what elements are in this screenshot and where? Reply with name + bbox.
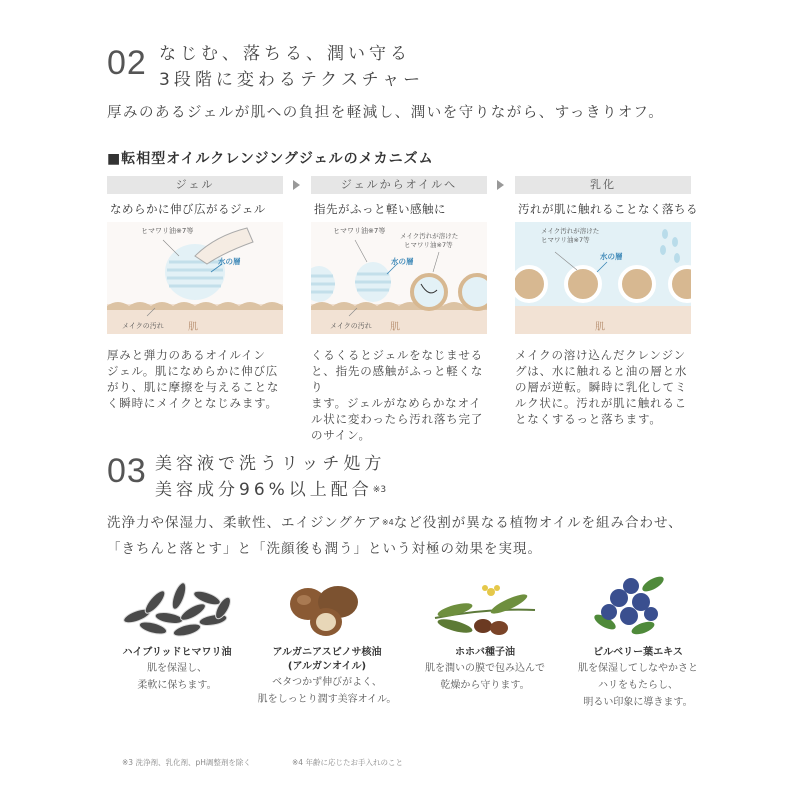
emulsion-drop-icon [670, 267, 691, 301]
footnote-ref: ※4 [381, 518, 394, 527]
description-line: グは、水に触れると油の層と水 [515, 364, 688, 378]
description-line: ます。ジェルがなめらかなオイ [311, 396, 482, 410]
annotation-sunflower-oil: ヒマワリ油※7等 [333, 227, 386, 235]
argan-nut-icon [280, 578, 370, 642]
skin-label: 肌 [188, 322, 198, 333]
ingredient-desc: ベタつかず伸びがよく、 [272, 677, 382, 688]
lead-text: 洗浄力や保湿力、柔軟性、エイジングケア [107, 515, 382, 531]
description-line: の層が逆転。瞬時に乳化してミ [515, 380, 688, 394]
description-line: メイクの溶け込んだクレンジン [515, 348, 686, 362]
annotation-sunflower-oil: ヒマワリ油※7等 [541, 236, 590, 244]
stage-description-2 [311, 347, 489, 443]
annotation-water-layer: 水の層 [600, 252, 623, 261]
section-title-line2: 3段階に変わるテクスチャー [159, 70, 425, 90]
section-number-03: 03 [107, 452, 147, 490]
ingredient-jojoba [410, 646, 560, 694]
ingredient-bilberry [563, 646, 713, 711]
description-line: と、指先の感触がふっと軽くなり [311, 364, 484, 394]
emulsion-drop-icon [620, 267, 654, 301]
ingredient-name: ハイブリッドヒマワリ油 [122, 647, 232, 658]
stage-bar-gel-to-oil: ジェルからオイルへ [311, 176, 487, 194]
annotation-water-layer: 水の層 [218, 257, 241, 266]
ingredient-desc: 柔軟に保ちます。 [137, 680, 217, 691]
skin-label: 肌 [390, 322, 400, 333]
description-line: くるくるとジェルをなじませる [311, 348, 483, 362]
ingredient-desc: ハリをもたらし、 [598, 680, 678, 691]
section-number-02: 02 [107, 44, 147, 82]
emulsion-drop-icon [566, 267, 600, 301]
ingredient-argan [252, 646, 402, 708]
annotation-water-layer: 水の層 [391, 257, 414, 266]
annotation-makeup-dissolved: メイク汚れが溶けた [541, 227, 600, 235]
ingredient-name: ビルベリー葉エキス [593, 647, 683, 658]
ingredient-desc: 明るい印象に導きます。 [583, 697, 693, 708]
sunflower-seeds-icon [117, 572, 237, 642]
stage-caption-3: 汚れが肌に触れることなく落ちる [518, 202, 698, 216]
skin-label: 肌 [595, 322, 605, 333]
bilberry-icon [583, 572, 673, 642]
description-line: ル状に変わったら汚れ落ち完了 [311, 412, 484, 426]
ingredient-desc: 肌をしっとり潤す美容オイル。 [257, 694, 397, 705]
ingredient-sunflower [102, 646, 252, 694]
lead-text: など役割が異なる植物オイルを組み合わせ、 [393, 515, 683, 531]
description-line: がり、肌に摩擦を与えることな [107, 380, 280, 394]
stage-caption-2: 指先がふっと軽い感触に [314, 202, 446, 216]
section-title-line1: なじむ、落ちる、潤い守る [159, 44, 411, 64]
description-line: 厚みと弾力のあるオイルイン [107, 348, 266, 362]
description-line: のサイン。 [311, 428, 371, 442]
ingredient-desc: 肌を潤いの膜で包み込んで [425, 663, 545, 674]
jojoba-icon [425, 578, 545, 648]
stage-description-3 [515, 347, 693, 427]
stage-bar-gel: ジェル [107, 176, 283, 194]
arrow-right-icon [497, 180, 504, 190]
section-lead-line2: 「きちんと落とす」と「洗顔後も潤う」という対極の効果を実現。 [107, 541, 542, 557]
description-line: く瞬時にメイクとなじみます。 [107, 396, 278, 410]
oil-drop-icon [460, 275, 487, 309]
annotation-makeup: メイクの汚れ [330, 322, 372, 330]
description-line: となくするっと落ちます。 [515, 412, 662, 426]
emulsion-drop-icon [515, 267, 546, 301]
stage-description-1 [107, 347, 285, 411]
section-lead-line1 [107, 510, 683, 536]
gel-drop-icon [355, 262, 391, 302]
footnote-4: ※4 年齢に応じたお手入れのこと [292, 758, 403, 767]
oil-drop-icon [412, 275, 446, 309]
arrow-right-icon [293, 180, 300, 190]
ingredient-desc: 乾燥から守ります。 [440, 680, 530, 691]
footnote-ref: ※3 [372, 485, 387, 495]
annotation-makeup-dissolved: メイク汚れが溶けた [400, 232, 459, 240]
footnote-3: ※3 洗浄剤、乳化剤、pH調整剤を除く [122, 758, 251, 767]
ingredient-name: ホホバ種子油 [455, 647, 515, 658]
description-line: ルク状に。汚れが肌に触れるこ [515, 396, 687, 410]
ingredient-desc: 肌を保湿してしなやかさと [578, 663, 698, 674]
ingredient-name: (アルガンオイル) [287, 661, 367, 672]
stage-bar-emulsify: 乳化 [515, 176, 691, 194]
mechanism-title: ■転相型オイルクレンジングジェルのメカニズム [107, 151, 434, 167]
ingredient-desc: 肌を保湿し、 [147, 663, 207, 674]
stage-caption-1: なめらかに伸び広がるジェル [110, 202, 266, 216]
title-text: 美容成分96%以上配合 [155, 480, 373, 500]
annotation-sunflower-oil-2: ヒマワリ油※7等 [404, 241, 453, 249]
description-line: ジェル。肌になめらかに伸び広 [107, 364, 279, 378]
annotation-sunflower-oil: ヒマワリ油※7等 [141, 227, 194, 235]
section-lead: 厚みのあるジェルが肌への負担を軽減し、潤いを守りながら、すっきりオフ。 [107, 105, 665, 121]
section-title-line2 [155, 478, 386, 503]
ingredient-name: アルガニアスピノサ核油 [272, 647, 382, 658]
annotation-makeup: メイクの汚れ [122, 322, 164, 330]
section-title-line1: 美容液で洗うリッチ処方 [155, 454, 386, 474]
